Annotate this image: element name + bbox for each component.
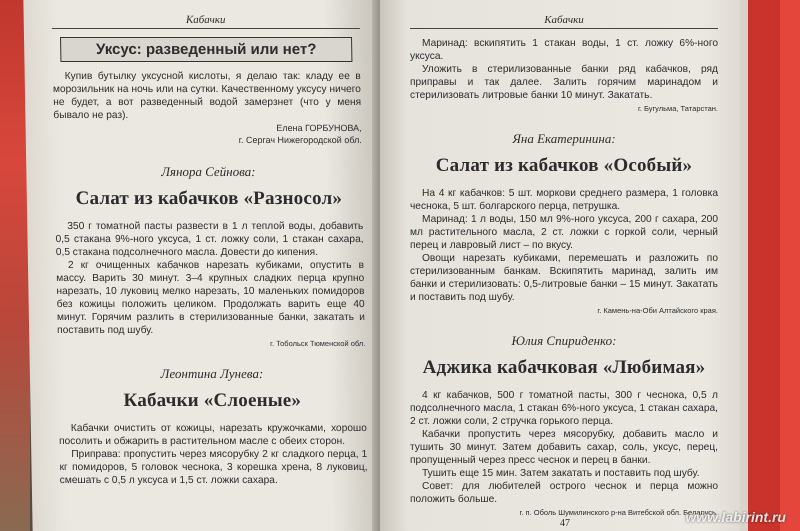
recipe-3-author: Яна Екатеринина:: [512, 131, 616, 146]
tip-box-title: Уксус: разведенный или нет?: [60, 37, 352, 62]
recipe-3-place: г. Камень-на-Оби Алтайского края.: [597, 306, 718, 315]
marinade-para-1: Маринад: вскипятить 1 стакан воды, 1 ст. ложку 6%-ного уксуса.: [410, 38, 718, 62]
recipe-4-author: Юлия Спириденко:: [511, 333, 617, 348]
recipe-3-para-3: Овощи нарезать кубиками, перемешать и разложить по стерилизованным банкам. Вскипятить маринад, залить им банки и стерилизовать: 0,5-литровые банки – 15 минут. Закатать и поставить под шубу.: [410, 253, 718, 303]
page-number: 47: [560, 518, 570, 529]
recipe-4-para-3: Тушить еще 15 мин. Затем закатать и поставить под шубу.: [422, 468, 700, 479]
recipe-4-para-2: Кабачки пропустить через мясорубку, добавить масло и тушить 30 минут. Затем добавить сахар, соль, уксус, перец, пропущенный через пресс чеснок и перец в банки.: [410, 429, 718, 466]
recipe-2-author: Леонтина Лунева:: [160, 366, 264, 381]
recipe-4-para-4: Совет: для любителей острого чеснок и перца можно положить больше.: [410, 481, 718, 505]
tip-place: г. Сергач Нижегородской обл.: [238, 135, 362, 145]
recipe-3-para-1: На 4 кг кабачков: 5 шт. моркови среднего размера, 1 головка чеснока, 5 шт. болгарского перца, петрушка.: [410, 188, 718, 212]
recipe-4-para-1: 4 кг кабачков, 500 г томатной пасты, 300 г чеснока, 0,5 л подсолнечного масла, 1 стакан 6%-ного уксуса, 1 стакан сахара, 2 ст. ложки соли, 2 стручка горького перца.: [410, 390, 718, 427]
marinade-para-2: Уложить в стерилизованные банки ряд кабачков, ряд приправы и так далее. Залить горячим маринадом и стерилизовать литровые банки 10 минут. Закатать.: [410, 64, 718, 101]
book-edge-right: [740, 0, 800, 531]
recipe-2-para-1: Кабачки очистить от кожицы, нарезать кружочками, хорошо посолить и обжарить в растительном масле с обеих сторон.: [58, 423, 367, 447]
recipe-2-title: Кабачки «Слоеные»: [123, 390, 302, 411]
right-page: [380, 0, 740, 531]
recipe-1-author: Лянора Сейнова:: [161, 164, 256, 179]
recipe-2-para-2: Приправа: пропустить через мясорубку 2 кг сладкого перца, 1 кг помидоров, 5 головок чеснока, 3 корешка хрена, 8 луковиц, смешать с 0,5 л уксуса и 1,5 ст. ложки сахара.: [59, 449, 368, 486]
recipe-3-title: Салат из кабачков «Особый»: [435, 155, 693, 176]
recipe-1-para-1: 350 г томатной пасты развести в 1 л теплой воды, добавить 0,5 стакана 9%-ного уксуса, 1 ст. ложку соли, 1 стакан сахара, 0,5 стакана подсолнечного масла. Довести до кипения.: [55, 221, 364, 258]
recipe-1-para-2: 2 кг очищенных кабачков нарезать кубиками, опустить в массу. Варить 30 минут. 3–4 крупных сладких перца крупно нарезать, 10 луковиц мелко нарезать, 10 маленьких помидоров без кожицы положить целиком. Продолжать варить еще 40 минут. Горячим разлить в стерилизованные банки, закатать и поставить под шубу.: [56, 260, 366, 336]
recipe-1-place: г. Тобольск Тюменской обл.: [270, 339, 366, 348]
recipe-1-title: Салат из кабачков «Разносол»: [75, 188, 343, 209]
running-head-right: Кабачки: [410, 14, 718, 29]
recipe-4-place: г. п. Оболь Шумилинского р-на Витебской обл. Беларусь.: [519, 508, 718, 517]
running-head-left: Кабачки: [52, 14, 360, 29]
recipe-3-para-2: Маринад: 1 л воды, 150 мл 9%-ного уксуса, 200 г сахара, 200 мл растительного масла, 2 ст. ложки с горкой соли, черный перец и лавровый лист – по вкусу.: [410, 214, 718, 251]
recipe-4-title: Аджика кабачковая «Любимая»: [422, 357, 706, 378]
tip-text: Купив бутылку уксусной кислоты, я делаю так: кладу ее в морозильник на ночь или на сутки. Качественному уксусу ничего не будет, а вот разведенный водой замерзнет (что у меня бывало не раз).: [52, 71, 362, 121]
marinade-place: г. Бугульма, Татарстан.: [637, 104, 718, 113]
left-page: [23, 0, 384, 531]
watermark-logo: www.labirint.ru: [685, 509, 786, 525]
tip-author: Елена ГОРБУНОВА,: [276, 123, 362, 133]
